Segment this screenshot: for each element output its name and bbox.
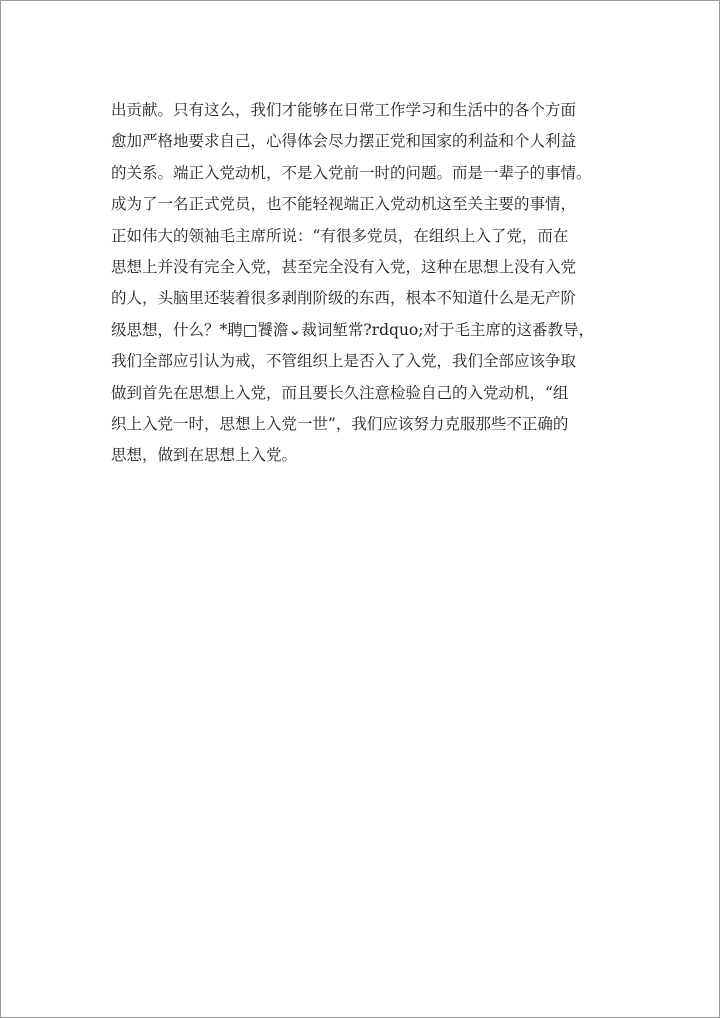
paragraph-line: 的关系。端正入党动机，不是入党前一时的问题。而是一辈子的事情。 bbox=[111, 163, 592, 182]
paragraph-line: 我们全部应引认为戒，不管组织上是否入了入党，我们全部应该争取 bbox=[111, 352, 577, 371]
paragraph-line: 的人，头脑里还装着很多剥削阶级的东西，根本不知道什么是无产阶 bbox=[111, 289, 577, 308]
paragraph-line: 思想上并没有完全入党，甚至完全没有入党，这种在思想上没有入党 bbox=[111, 257, 577, 276]
paragraph-line: 愈加严格地要求自己，心得体会尽力摆正党和国家的利益和个人利益 bbox=[111, 132, 577, 151]
paragraph-line: 做到首先在思想上入党，而且要长久注意检验自己的入党动机，“组 bbox=[111, 383, 569, 402]
paragraph-line: 出贡献。只有这么，我们才能够在日常工作学习和生活中的各个方面 bbox=[111, 101, 577, 119]
body-paragraph bbox=[111, 95, 631, 472]
paragraph-line: 正如伟大的领袖毛主席所说：“有很多党员，在组织上入了党，而在 bbox=[111, 226, 569, 245]
paragraph-line: 级思想，什么？*聘□饕澹⌄裁词堑常?rdquo;对于毛主席的这番教导， bbox=[111, 320, 594, 339]
paragraph-line: 织上入党一时，思想上入党一世”，我们应该努力克服那些不正确的 bbox=[111, 414, 569, 433]
paragraph-line: 成为了一名正式党员，也不能轻视端正入党动机这至关主要的事情， bbox=[111, 195, 577, 214]
paragraph-line: 思想，做到在思想上入党。 bbox=[111, 446, 298, 465]
